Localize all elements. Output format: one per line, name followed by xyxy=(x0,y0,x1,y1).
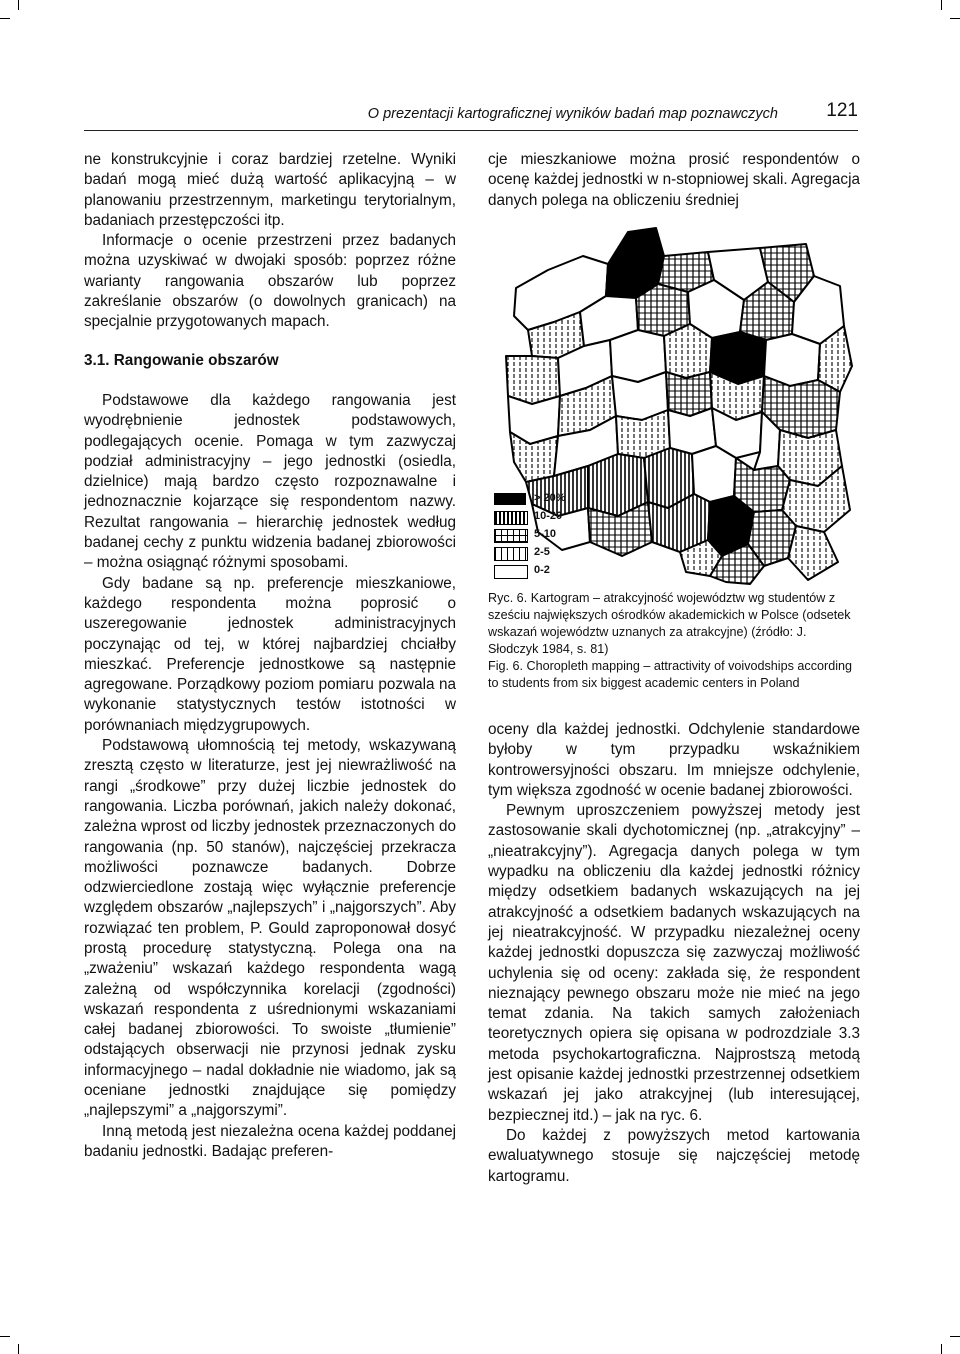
legend-label: 5-10 xyxy=(534,528,557,540)
caption-pl: Ryc. 6. Kartogram – atrakcyjność województw wg studentów z sześciu największych ośrodków akademickich w Polsce (odsetek wskazań województw uznanych za atrakcyjne) (źródło: J. Słodczyk 1984, s. 81) xyxy=(488,591,851,656)
caption-en: Fig. 6. Choropleth mapping – attractivity of voivodships according to students from six biggest academic centers in Poland xyxy=(488,659,853,690)
region-szczecin xyxy=(506,356,560,404)
crop-mark xyxy=(0,18,10,19)
paragraph: Inną metodą jest niezależna ocena każdej poddanej badaniu jednostki. Badając preferen- xyxy=(84,1122,456,1160)
paragraph: Podstawową ułomnością tej metody, wskazywaną zresztą często w literaturze, jest jej niewrażliwość na rangi „środkowe” przy dużej liczbie jednostek do rangowania. Liczba porównań, jakich należy dokonać, zależna wprost od liczby jednostek przeznaczonych do rangowania (np. 50 stanów), najczęściej przekracza możliwości poznawcze badanych. Dobrze odzwierciedlone zostają więc wyłącznie preferencje względem obszarów „najlepszych” i „najgorszych”. Aby rozwiązać ten problem, P. Gould zaproponował dosyć prostą procedurę statystyczną. Polega ona na „zważeniu” wskazań każdego respondenta wagą zależną od współczynnika korelacji (zgodności) wskazań respondenta z uśrednionymi wskazaniami całej badanej zbiorowości. To swoiste „tłumienie” odstających obserwacji nie przynosi jednak zysku informacyjnego – nadal dokładnie nie wiadomo, jak są oceniane jednostki znajdujące się pomiędzy „najlepszymi” a „najgorszymi”. xyxy=(84,737,456,1120)
section-heading: 3.1. Rangowanie obszarów xyxy=(84,351,279,369)
crop-mark xyxy=(941,0,942,10)
right-column-top xyxy=(488,150,860,211)
legend-swatch-vertical xyxy=(494,511,528,525)
page-number: 121 xyxy=(826,100,858,121)
page-header xyxy=(84,100,858,131)
legend-swatch-dotted xyxy=(494,547,528,561)
legend-label: > 20% xyxy=(534,492,566,504)
region-krosno xyxy=(788,526,838,580)
legend-label: 10-20 xyxy=(534,510,563,522)
crop-mark xyxy=(18,1344,19,1354)
legend-swatch-blank xyxy=(494,565,528,579)
paragraph: Gdy badane są np. preferencje mieszkaniowe, każdego respondenta można poprosić o uszeregowanie jednostek administracyjnych poczynając od tej, w której najbardziej chciałby mieszkać. Preferencje jednostkowe są następnie agregowane. Porządkowy poziom pomiaru pozwala na wykonanie statystycznych testów istotności w porównaniach międzygrupowych. xyxy=(84,574,456,734)
paragraph: Podstawowe dla każdego rangowania jest wyodrębnienie jednostek podstawowych, podlegających ocenie. Pomaga w tym zazwyczaj podział administracyjny – jego jednostki (osiedla, dzielnice) mają bardzo często rozpoznawalne i jednoznacznie kojarzące się respondentom nazwy. Rezultat rangowania – hierarchię jednostek według badanej cechy z punktu widzenia badanej zbiorowości – można osiągnąć różnymi sposobami. xyxy=(84,391,456,572)
paragraph: Do każdej z powyższych metod kartowania ewaluatywnego stosuje się najczęściej metodę kartogramu. xyxy=(488,1126,860,1185)
map-legend xyxy=(494,493,584,583)
crop-mark xyxy=(950,1336,960,1337)
region-plock xyxy=(666,372,712,416)
right-column-bottom xyxy=(488,720,860,1187)
figure-caption xyxy=(488,590,860,692)
legend-label: 0-2 xyxy=(534,564,550,576)
running-title: O prezentacji kartograficznej wyników badań map poznawczych xyxy=(367,106,778,122)
legend-label: 2-5 xyxy=(534,546,550,558)
paragraph: ne konstrukcyjnie i coraz bardziej rzetelne. Wyniki badań mogą mieć dużą wartość aplikacyjną – w planowaniu przestrzennym, marketingu terytorialnym, badaniach przestępczości itp. xyxy=(84,151,456,229)
paragraph: Pewnym uproszczeniem powyższej metody jest zastosowanie skali dychotomicznej (np. „atrakcyjny” – „nieatrakcyjny”). Agregacja danych polega w tym wypadku na obliczeniu dla każdej jednostki różnicy między odsetkiem badanych wskazujących na jej atrakcyjność a odsetkiem badanych wskazujących na jej nieatrakcyjność. W przypadku niezależnej oceny każdej jednostki dopuszcza się zazwyczaj możliwość uchylenia się od oceny: zakłada się, że respondent nieznający pewnego obszaru może nie mieć na jego temat zdania. Na takich samych założeniach teoretycznych opiera się opisana w podrozdziale 3.3 metoda psychokartograficzna. Najprostszą metodą jest opisanie każdej jednostki przestrzennej odsetkiem wskazań jej jako atrakcyjnej (lub interesującej, bezpiecznej itd.) – jak na ryc. 6. xyxy=(488,802,860,1124)
region-czestochowa xyxy=(692,446,736,502)
paragraph: cje mieszkaniowe można prosić respondentów o ocenę każdej jednostki w n-stopniowej skali. Agregacja danych polega na obliczeniu średniej xyxy=(488,151,860,209)
legend-swatch-grid xyxy=(494,529,528,543)
region-lodz xyxy=(668,408,716,454)
crop-mark xyxy=(18,0,19,10)
legend-swatch-solid xyxy=(494,493,526,505)
crop-mark xyxy=(0,1336,10,1337)
paragraph: Informacje o ocenie przestrzeni przez badanych można uzyskiwać w dwojaki sposób: poprzez różne warianty rangowania obszarów lub poprzez zakreślanie obszarów (o dowolnych granicach) na specjalnie przygotowanych mapach. xyxy=(84,232,456,331)
left-column xyxy=(84,150,456,1162)
crop-mark xyxy=(941,1344,942,1354)
paragraph: oceny dla każdej jednostki. Odchylenie standardowe byłoby w tym przypadku wskaźnikiem kontrowersyjności obszaru. Im mniejsze odchylenie, tym większa zgodność w ocenie badanej zbiorowości. xyxy=(488,721,860,799)
crop-mark xyxy=(950,18,960,19)
